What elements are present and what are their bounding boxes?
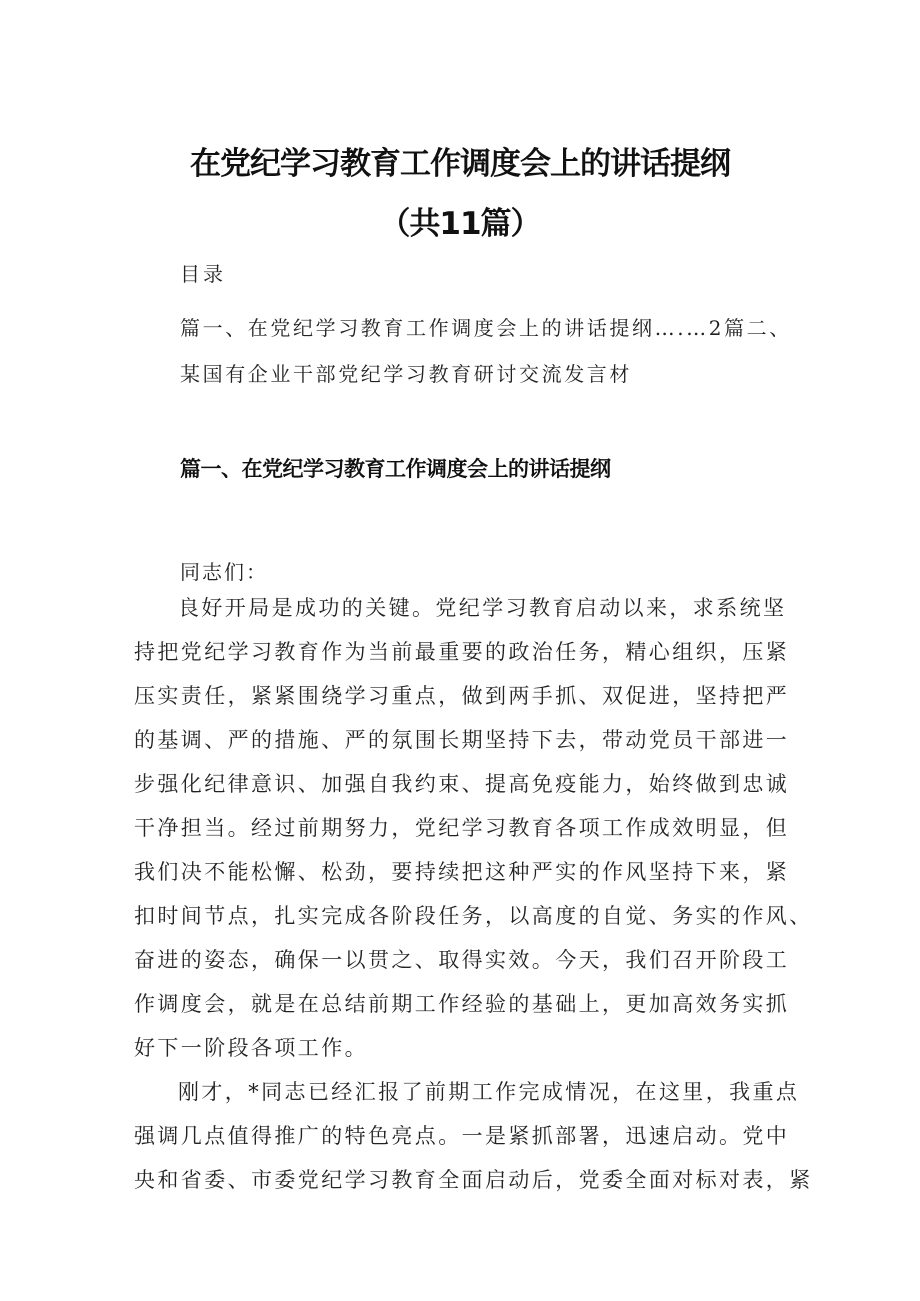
paragraph-line: 好下一阶段各项工作。 — [134, 1036, 368, 1060]
paragraph-line: 作调度会，就是在总结前期工作经验的基础上，更加高效务实抓 — [134, 992, 790, 1016]
paragraph-line: 我们决不能松懈、松劲，要持续把这种严实的作风坚持下来，紧 — [134, 860, 790, 884]
document-subtitle-count: （共11篇） — [379, 206, 541, 242]
paragraph-line: 扣时间节点，扎实完成各阶段任务，以高度的自觉、务实的作风、 — [134, 904, 813, 928]
toc-entry-line: 某国有企业干部党纪学习教育研讨交流发言材 — [180, 362, 632, 386]
paragraph-line: 刚才，*同志已经汇报了前期工作完成情况，在这里，我重点 — [178, 1080, 800, 1104]
paragraph-line: 压实责任，紧紧围绕学习重点，做到两手抓、双促进，坚持把严 — [134, 684, 790, 708]
paragraph-line: 的基调、严的措施、严的氛围长期坚持下去，带动党员干部进一 — [134, 728, 790, 752]
paragraph-line: 步强化纪律意识、加强自我约束、提高免疫能力，始终做到忠诚 — [134, 772, 790, 796]
paragraph-line: 奋进的姿态，确保一以贯之、取得实效。今天，我们召开阶段工 — [134, 948, 790, 972]
paragraph-line: 干净担当。经过前期努力，党纪学习教育各项工作成效明显，但 — [134, 816, 790, 840]
paragraph-line: 强调几点值得推广的特色亮点。一是紧抓部署，迅速启动。党中 — [134, 1124, 790, 1148]
paragraph-line: 持把党纪学习教育作为当前最重要的政治任务，精心组织，压紧 — [134, 640, 790, 664]
toc-entry-line: 篇一、在党纪学习教育工作调度会上的讲话提纲….…2篇二、 — [180, 316, 792, 340]
document-title: 在党纪学习教育工作调度会上的讲话提纲 — [190, 146, 730, 182]
paragraph-line: 央和省委、市委党纪学习教育全面启动后，党委全面对标对表，紧 — [134, 1168, 813, 1192]
salutation: 同志们： — [180, 560, 268, 584]
section-heading: 篇一、在党纪学习教育工作调度会上的讲话提纲 — [180, 457, 611, 481]
toc-label: 目录 — [180, 262, 226, 286]
paragraph-line: 良好开局是成功的关键。党纪学习教育启动以来，求系统坚 — [178, 596, 787, 620]
